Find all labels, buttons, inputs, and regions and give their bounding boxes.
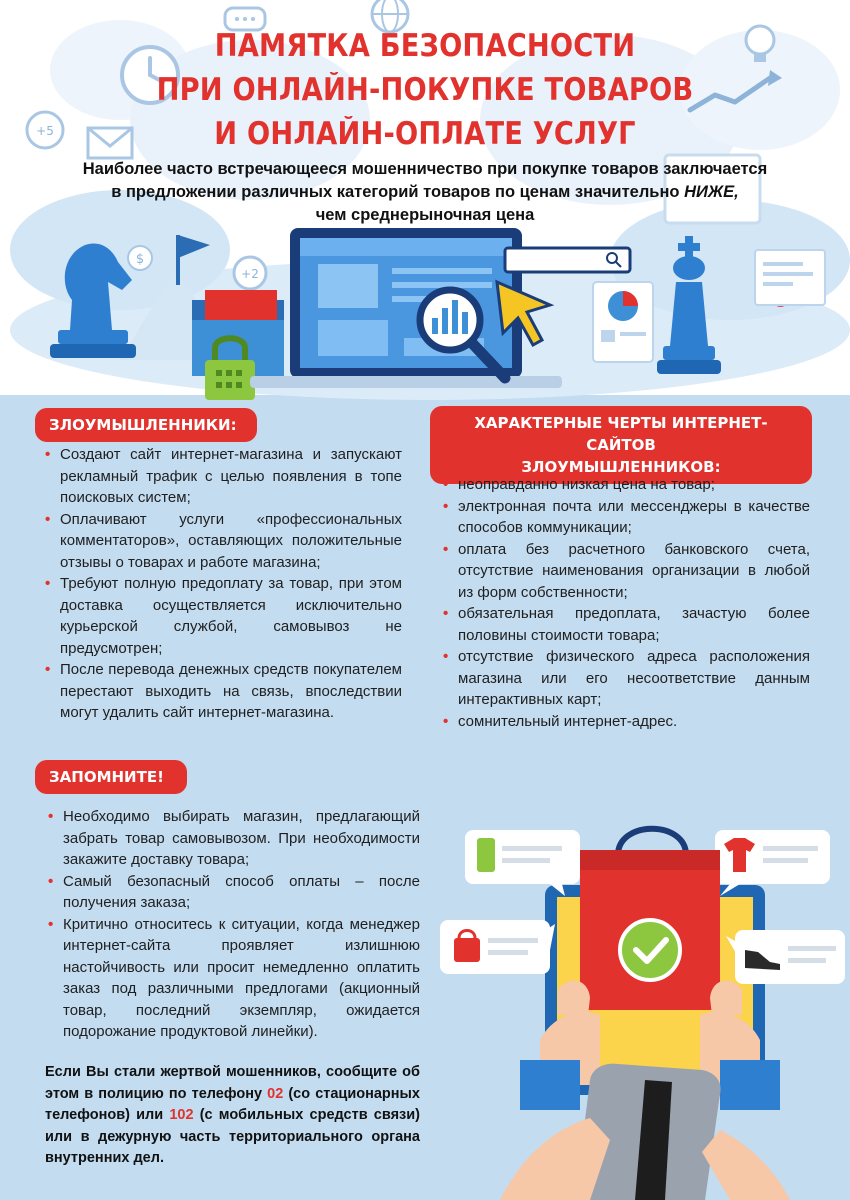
- features-heading: [430, 406, 812, 484]
- page-title: [100, 24, 750, 156]
- features-list: [440, 474, 810, 732]
- handbag-card-icon: [440, 920, 555, 974]
- title-line-1: ПАМЯТКА БЕЗОПАСНОСТИ: [214, 28, 636, 64]
- remember-list: [45, 806, 420, 1043]
- intro-line-3: чем среднерыночная цена: [315, 206, 535, 224]
- shopping-illustration: [440, 800, 850, 1200]
- intro-emphasis: НИЖЕ,: [684, 183, 739, 201]
- tshirt-card-icon: [715, 830, 830, 896]
- list-item: • обязательная предоплата, зачастую более половины стоимости товара;: [440, 603, 810, 646]
- list-item: • оплата без расчетного банковского счета, отсутствие наименования организации в любой из форм собственности;: [440, 539, 810, 604]
- intro-line-2-text: в предложении различных категорий товаров по ценам значительно: [111, 183, 685, 201]
- code-window-icon: [755, 250, 825, 305]
- plus-five-badge-icon: [27, 112, 63, 148]
- plus-five-label: +5: [36, 124, 54, 138]
- features-heading-line-2: ЗЛОУМЫШЛЕННИКОВ:: [521, 458, 721, 476]
- contact-part-3: (с мобильных средств связи) или в дежурную часть территориального органа внутренних дел.: [45, 1107, 420, 1166]
- list-item: • Необходимо выбирать магазин, предлагающий забрать товар самовывозом. При необходимости закажите доставку товара;: [45, 806, 420, 871]
- search-bar-icon: [505, 248, 630, 272]
- sneaker-card-icon: [726, 930, 845, 984]
- list-item: • Самый безопасный способ оплаты – после получения заказа;: [45, 871, 420, 914]
- list-item: • Создают сайт интернет-магазина и запускают рекламный трафик с целью появления в топе поисковых систем;: [42, 444, 402, 509]
- contact-part-1: Если Вы стали жертвой мошенников, сообщите об этом в полицию по телефону: [45, 1064, 420, 1102]
- list-item: • Оплачивают услуги «профессиональных комментаторов», оставляющих положительные отзывы о товарах и работе магазина;: [42, 509, 402, 574]
- list-item: • электронная почта или мессенджеры в качестве способов коммуникации;: [440, 496, 810, 539]
- intro-line-2: [40, 181, 810, 204]
- title-line-2: ПРИ ОНЛАЙН-ПОКУПКЕ ТОВАРОВ: [156, 72, 694, 108]
- features-heading-line-1: ХАРАКТЕРНЫЕ ЧЕРТЫ ИНТЕРНЕТ-САЙТОВ: [474, 414, 768, 454]
- list-item: • сомнительный интернет-адрес.: [440, 711, 810, 733]
- intro-line-1: Наиболее часто встречающееся мошенничество при покупке товаров заключается: [82, 160, 768, 178]
- remember-heading: ЗАПОМНИТЕ!: [35, 760, 187, 794]
- police-contact-text: [45, 1062, 420, 1170]
- list-item: • неоправданно низкая цена на товар;: [440, 474, 810, 496]
- pie-chart-card-icon: [593, 282, 653, 362]
- title-line-3: И ОНЛАЙН-ОПЛАТЕ УСЛУГ: [214, 116, 636, 152]
- scammers-heading: ЗЛОУМЫШЛЕННИКИ:: [35, 408, 257, 442]
- dollar-icon: [128, 246, 152, 270]
- phone-102: 102: [169, 1107, 194, 1123]
- list-item: • отсутствие физического адреса расположения магазина или его несоответствие данным интерактивных карт;: [440, 646, 810, 711]
- phone-02: 02: [267, 1085, 284, 1102]
- intro-text: [40, 158, 810, 227]
- scammers-list: [42, 444, 402, 724]
- plus-two-label: +2: [241, 267, 259, 281]
- list-item: • Критично относитесь к ситуации, когда менеджер интернет-сайта проявляет излишнюю настойчивость или просит немедленно оплатить заказ под различными предлогами (акционный товар, последний экземпляр, ожидается подорожание продуктовой линейки).: [45, 914, 420, 1043]
- dollar-label: $: [135, 252, 145, 267]
- list-item: • Требуют полную предоплату за товар, при этом доставка осуществляется исключительно курьерской службой, самовывоз не предусмотрен;: [42, 573, 402, 659]
- contact-part-2: (со стационарных телефонов) или: [45, 1085, 420, 1123]
- shopping-bag-icon: [580, 829, 720, 1010]
- plus-two-badge-icon: [234, 257, 266, 289]
- list-item: • После перевода денежных средств покупателем перестают выходить на связь, впоследствии могут удалить сайт интернет-магазина.: [42, 659, 402, 724]
